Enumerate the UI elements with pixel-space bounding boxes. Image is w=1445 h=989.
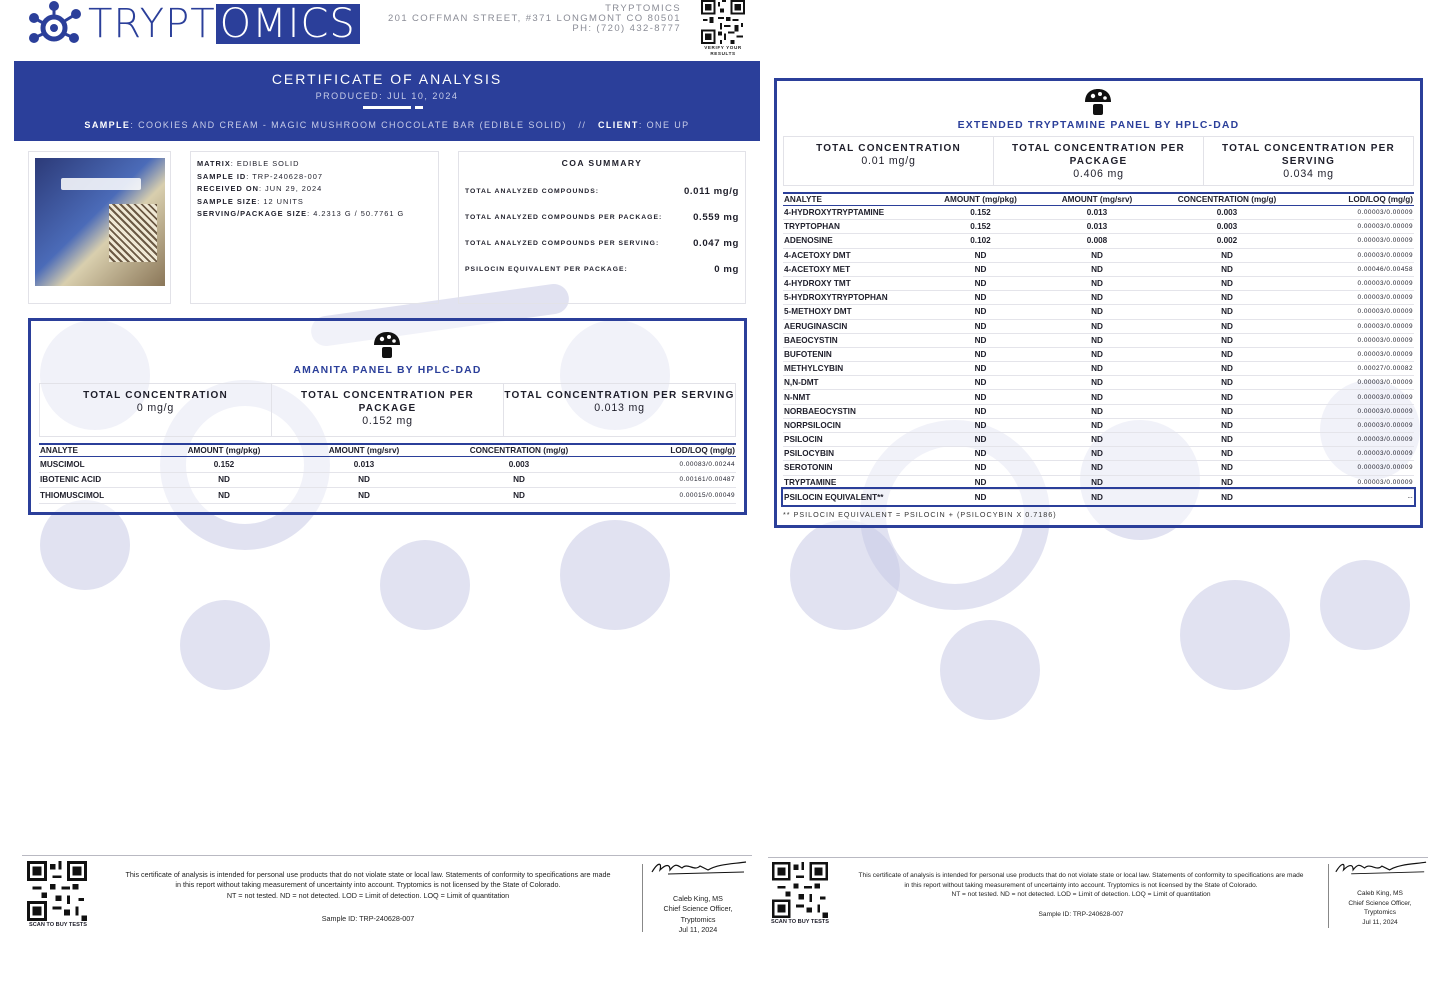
result-value: ND [918, 390, 1043, 404]
column-header: ANALYTE [39, 444, 149, 457]
table-row [783, 220, 1414, 234]
result-value: 0.002 [1151, 234, 1303, 248]
column-header: CONCENTRATION (mg/g) [429, 444, 609, 457]
result-value: ND [1043, 489, 1151, 505]
result-value: ND [918, 262, 1043, 276]
matrix-line: MATRIX: EDIBLE SOLID [197, 159, 300, 168]
lod-loq-value: 0.00003/0.00009 [1303, 390, 1414, 404]
table-row [783, 333, 1414, 347]
result-value: ND [1151, 433, 1303, 447]
client-value: ONE UP [646, 120, 690, 130]
result-value: ND [918, 475, 1043, 489]
summary-row: TOTAL ANALYZED COMPOUNDS PER PACKAGE: 0.559 mg [465, 211, 739, 223]
total-per-serving-cell: TOTAL CONCENTRATION PER SERVING 0.034 mg [1222, 143, 1395, 180]
column-header: AMOUNT (mg/pkg) [918, 193, 1043, 206]
result-value: ND [1151, 333, 1303, 347]
result-value: 0.003 [429, 457, 609, 473]
result-value: ND [918, 433, 1043, 447]
result-value: ND [1043, 362, 1151, 376]
received-value: JUN 29, 2024 [265, 184, 323, 194]
result-value: 0.013 [299, 457, 429, 473]
footer-divider [1328, 864, 1329, 928]
signer-block [644, 894, 752, 936]
table-row [783, 347, 1414, 361]
sample-size-line: SAMPLE SIZE: 12 UNITS [197, 196, 304, 206]
table-row [783, 248, 1414, 262]
result-value: ND [299, 472, 429, 488]
signer-name: Caleb King, MS [1357, 890, 1403, 897]
analyte-name: METHYLCYBIN [783, 362, 918, 376]
analyte-name: IBOTENIC ACID [39, 472, 149, 488]
result-value: ND [1043, 475, 1151, 489]
total-concentration-cell: TOTAL CONCENTRATION 0 mg/g [40, 384, 272, 436]
footer-sample-id: Sample ID: TRP-240628-007 [1038, 911, 1124, 918]
lod-loq-value: 0.00003/0.00009 [1303, 248, 1414, 262]
summary-row: PSILOCIN EQUIVALENT PER PACKAGE: 0 mg [465, 263, 739, 275]
coa-summary-title: COA SUMMARY [561, 158, 643, 168]
analyte-name: PSILOCIN [783, 433, 918, 447]
product-photo [35, 158, 165, 286]
result-value: ND [918, 319, 1043, 333]
lod-loq-value: 0.00003/0.00009 [1303, 475, 1414, 489]
result-value: ND [1043, 291, 1151, 305]
sample-value: COOKIES AND CREAM - MAGIC MUSHROOM CHOCOLATE BAR (EDIBLE SOLID) [138, 120, 567, 130]
verify-qr-code-icon[interactable] [700, 0, 746, 44]
result-value: ND [1043, 404, 1151, 418]
table-row [783, 433, 1414, 447]
footer-divider [642, 864, 643, 932]
total-concentration-cell: TOTAL CONCENTRATION 0.01 mg/g [784, 137, 994, 185]
table-row [783, 305, 1414, 319]
analyte-name: N-NMT [783, 390, 918, 404]
total-per-package-cell: TOTAL CONCENTRATION PER PACKAGE 0.152 mg [272, 384, 504, 436]
result-value: ND [918, 276, 1043, 290]
tryptamine-results-table [783, 192, 1414, 506]
lod-loq-value: 0.00003/0.00009 [1303, 305, 1414, 319]
result-value: ND [918, 305, 1043, 319]
lod-loq-value: 0.00003/0.00009 [1303, 220, 1414, 234]
result-value: ND [1043, 390, 1151, 404]
certificate-title: CERTIFICATE OF ANALYSIS [271, 71, 503, 87]
sample-size-value: 12 UNITS [263, 196, 304, 206]
result-value: ND [1043, 305, 1151, 319]
signer-org: Tryptomics [1364, 909, 1396, 917]
result-value: 0.003 [1151, 206, 1303, 220]
signed-date: Jul 11, 2024 [1362, 918, 1398, 926]
mushroom-icon [372, 330, 402, 360]
table-row [783, 362, 1414, 376]
table-row [783, 291, 1414, 305]
analyte-name: ADENOSINE [783, 234, 918, 248]
result-value: ND [1151, 461, 1303, 475]
company-address [388, 4, 681, 34]
result-value: ND [918, 291, 1043, 305]
result-value: ND [1043, 347, 1151, 361]
result-value: ND [429, 472, 609, 488]
result-value: ND [1043, 447, 1151, 461]
sample-client-line: SAMPLE: COOKIES AND CREAM - MAGIC MUSHROOM CHOCOLATE BAR (EDIBLE SOLID) // CLIENT: ONE UP [84, 120, 690, 130]
tryptamine-panel [774, 78, 1423, 528]
analyte-name: TRYPTAMINE [783, 475, 918, 489]
lod-loq-value: 0.00083/0.00244 [609, 457, 736, 473]
analyte-name: 5-HYDROXYTRYPTOPHAN [783, 291, 918, 305]
analyte-name: NORPSILOCIN [783, 418, 918, 432]
footer-sample-id: Sample ID: TRP-240628-007 [321, 914, 415, 923]
result-value: ND [918, 418, 1043, 432]
lod-loq-value: 0.00003/0.00009 [1303, 404, 1414, 418]
result-value: ND [429, 488, 609, 504]
result-value: ND [918, 362, 1043, 376]
table-row [783, 262, 1414, 276]
result-value: -- [1303, 489, 1414, 505]
result-value: ND [1043, 262, 1151, 276]
signer-title: Chief Science Officer, [1348, 899, 1412, 907]
result-value: ND [1151, 390, 1303, 404]
analyte-name: THIOMUSCIMOL [39, 488, 149, 504]
qr-caption: SCAN TO BUY TESTS [29, 922, 87, 928]
analyte-name: SEROTONIN [783, 461, 918, 475]
result-value: ND [1151, 276, 1303, 290]
analyte-name: AERUGINASCIN [783, 319, 918, 333]
street-address: 201 COFFMAN STREET, #371 LONGMONT CO 80501 [387, 13, 681, 24]
result-value: ND [1043, 276, 1151, 290]
lod-loq-value: 0.00003/0.00009 [1303, 319, 1414, 333]
column-header: AMOUNT (mg/srv) [1043, 193, 1151, 206]
result-value: ND [1043, 319, 1151, 333]
column-header: CONCENTRATION (mg/g) [1151, 193, 1303, 206]
result-value: ND [1151, 248, 1303, 262]
footer-right [768, 857, 1428, 937]
result-value: 0.152 [149, 457, 299, 473]
buy-tests-qr-code-icon[interactable] [772, 862, 828, 918]
result-value: ND [149, 488, 299, 504]
logo-text-prefix: TRYPT [88, 1, 216, 47]
column-header: AMOUNT (mg/srv) [299, 444, 429, 457]
table-row [783, 206, 1414, 220]
matrix-value: EDIBLE SOLID [236, 159, 300, 168]
table-row [783, 390, 1414, 404]
result-value: ND [918, 347, 1043, 361]
column-header: LOD/LOQ (mg/g) [1303, 193, 1414, 206]
sample-id-line: SAMPLE ID: TRP-240628-007 [197, 171, 323, 181]
table-row [783, 418, 1414, 432]
coa-summary [458, 151, 746, 304]
verify-caption: VERIFY YOUR RESULTS [704, 45, 742, 56]
psilocin-equivalent-footnote: ** PSILOCIN EQUIVALENT = PSILOCIN + (PSILOCYBIN X 0.7186) [783, 510, 1057, 519]
analyte-name: BAEOCYSTIN [783, 333, 918, 347]
lod-loq-value: 0.00003/0.00009 [1303, 333, 1414, 347]
lod-loq-value: 0.00003/0.00009 [1303, 291, 1414, 305]
lod-loq-value: 0.00003/0.00009 [1303, 276, 1414, 290]
lod-loq-value: 0.00046/0.00458 [1303, 262, 1414, 276]
serving-size-line: SERVING/PACKAGE SIZE: 4.2313 G / 50.7761 G [197, 209, 405, 219]
result-value: ND [1043, 376, 1151, 390]
logo-text-box: OMICS [216, 4, 360, 44]
lod-loq-value: 0.00003/0.00009 [1303, 447, 1414, 461]
analyte-name: BUFOTENIN [783, 347, 918, 361]
result-value: ND [1151, 376, 1303, 390]
signer-block [1332, 889, 1428, 927]
result-value: ND [1151, 291, 1303, 305]
result-value: ND [1043, 333, 1151, 347]
table-row [39, 472, 736, 488]
table-header-row [783, 193, 1414, 206]
lod-loq-value: 0.00015/0.00049 [609, 488, 736, 504]
table-row [783, 447, 1414, 461]
certificate-banner [14, 61, 760, 141]
mushroom-icon [1083, 87, 1113, 117]
analyte-name: NORBAEOCYSTIN [783, 404, 918, 418]
total-per-serving-cell: TOTAL CONCENTRATION PER SERVING 0.013 mg [504, 390, 735, 414]
table-row [39, 488, 736, 504]
lod-loq-value: 0.00003/0.00009 [1303, 206, 1414, 220]
result-value: ND [918, 489, 1043, 505]
summary-row: TOTAL ANALYZED COMPOUNDS: 0.011 mg/g [465, 185, 739, 197]
molecule-logo-icon [26, 0, 88, 48]
analyte-name: 4-HYDROXYTRYPTAMINE [783, 206, 918, 220]
company-name: TRYPTOMICS [605, 3, 681, 14]
signer-title: Chief Science Officer, [663, 904, 733, 914]
result-value: 0.013 [1043, 206, 1151, 220]
total-per-package-cell: TOTAL CONCENTRATION PER PACKAGE 0.406 mg [994, 137, 1204, 185]
result-value: ND [918, 447, 1043, 461]
footer-left [22, 855, 752, 945]
analyte-name: TRYPTOPHAN [783, 220, 918, 234]
banner-divider [363, 106, 411, 109]
serving-size-value: 4.2313 G / 50.7761 G [313, 209, 405, 219]
table-row [783, 276, 1414, 290]
separator: // [578, 120, 587, 130]
psilocin-equivalent-row [783, 489, 1414, 505]
result-value: ND [1151, 262, 1303, 276]
lod-loq-value: 0.00003/0.00009 [1303, 376, 1414, 390]
tryptamine-totals [783, 136, 1414, 186]
signature-icon [1332, 858, 1428, 878]
result-value: ND [1151, 475, 1303, 489]
result-value: ND [1043, 248, 1151, 262]
sample-label: SAMPLE [84, 120, 131, 130]
qr-caption: SCAN TO BUY TESTS [771, 919, 829, 925]
amanita-panel-title: AMANITA PANEL BY HPLC-DAD [293, 365, 482, 376]
table-row [783, 234, 1414, 248]
company-logo [26, 2, 360, 46]
result-value: ND [1151, 319, 1303, 333]
product-photo-frame [28, 151, 171, 304]
disclaimer: This certificate of analysis is intended for personal use products that do not violate state or local law. Statements of conformity to specifications are made in this report without taking measurement of uncertainty into account. Tryptomics is not licensed by the State of Colorado. NT = not tested. ND = not detected. LOD = Limit of detection. LOQ = Limit of quantitation [125, 870, 611, 900]
result-value: ND [918, 461, 1043, 475]
table-row [783, 376, 1414, 390]
analyte-name: 4-HYDROXY TMT [783, 276, 918, 290]
result-value: ND [1043, 433, 1151, 447]
result-value: ND [918, 248, 1043, 262]
result-value: ND [1151, 447, 1303, 461]
result-value: ND [149, 472, 299, 488]
signer-name: Caleb King, MS [673, 894, 723, 903]
amanita-panel [28, 318, 747, 515]
analyte-name: PSILOCIN EQUIVALENT** [783, 489, 918, 505]
result-value: ND [1043, 418, 1151, 432]
table-row [783, 461, 1414, 475]
signer-org: Tryptomics [680, 914, 716, 924]
result-value: 0.003 [1151, 220, 1303, 234]
signature-icon [644, 858, 752, 878]
result-value: ND [918, 333, 1043, 347]
amanita-results-table [39, 443, 736, 504]
result-value: 0.008 [1043, 234, 1151, 248]
disclaimer: This certificate of analysis is intended for personal use products that do not violate state or local law. Statements of conformity to specifications are made in this report without taking measurement of uncertainty into account. Tryptomics is not licensed by the State of Colorado. NT = not tested. ND = not detected. LOD = Limit of detection. LOQ = Limit of quantitation [858, 872, 1304, 899]
result-value: ND [918, 376, 1043, 390]
buy-tests-qr-code-icon[interactable] [26, 861, 88, 921]
amanita-totals [39, 383, 736, 437]
analyte-name: PSILOCYBIN [783, 447, 918, 461]
analyte-name: 4-ACETOXY MET [783, 262, 918, 276]
analyte-name: 4-ACETOXY DMT [783, 248, 918, 262]
lod-loq-value: 0.00161/0.00487 [609, 472, 736, 488]
analyte-name: MUSCIMOL [39, 457, 149, 473]
result-value: ND [1151, 305, 1303, 319]
lod-loq-value: 0.00003/0.00009 [1303, 418, 1414, 432]
analyte-name: N,N-DMT [783, 376, 918, 390]
lod-loq-value: 0.00003/0.00009 [1303, 461, 1414, 475]
result-value: 0.013 [1043, 220, 1151, 234]
result-value: 0.102 [918, 234, 1043, 248]
result-value: ND [1151, 489, 1303, 505]
received-line: RECEIVED ON: JUN 29, 2024 [197, 184, 323, 194]
table-row [783, 475, 1414, 489]
phone-number: PH: (720) 432-8777 [572, 23, 681, 34]
result-value: ND [918, 404, 1043, 418]
tryptamine-panel-title: EXTENDED TRYPTAMINE PANEL BY HPLC-DAD [957, 120, 1240, 131]
lod-loq-value: 0.00003/0.00009 [1303, 433, 1414, 447]
result-value: ND [1151, 347, 1303, 361]
produced-date: PRODUCED: JUL 10, 2024 [315, 91, 459, 101]
table-row [783, 404, 1414, 418]
result-value: ND [1151, 404, 1303, 418]
sample-id-value: TRP-240628-007 [252, 171, 323, 181]
table-row [783, 319, 1414, 333]
result-value: ND [1043, 461, 1151, 475]
table-row [39, 457, 736, 473]
column-header: AMOUNT (mg/pkg) [149, 444, 299, 457]
result-value: ND [1151, 418, 1303, 432]
lod-loq-value: 0.00003/0.00009 [1303, 347, 1414, 361]
analyte-name: 5-METHOXY DMT [783, 305, 918, 319]
column-header: LOD/LOQ (mg/g) [609, 444, 736, 457]
sample-info [190, 151, 439, 304]
result-value: ND [1151, 362, 1303, 376]
client-label: CLIENT [597, 120, 639, 130]
lod-loq-value: 0.00027/0.00082 [1303, 362, 1414, 376]
result-value: 0.152 [918, 206, 1043, 220]
result-value: ND [299, 488, 429, 504]
lod-loq-value: 0.00003/0.00009 [1303, 234, 1414, 248]
summary-row: TOTAL ANALYZED COMPOUNDS PER SERVING: 0.047 mg [465, 237, 739, 249]
table-header-row [39, 444, 736, 457]
signed-date: Jul 11, 2024 [678, 925, 718, 935]
result-value: 0.152 [918, 220, 1043, 234]
column-header: ANALYTE [783, 193, 918, 206]
